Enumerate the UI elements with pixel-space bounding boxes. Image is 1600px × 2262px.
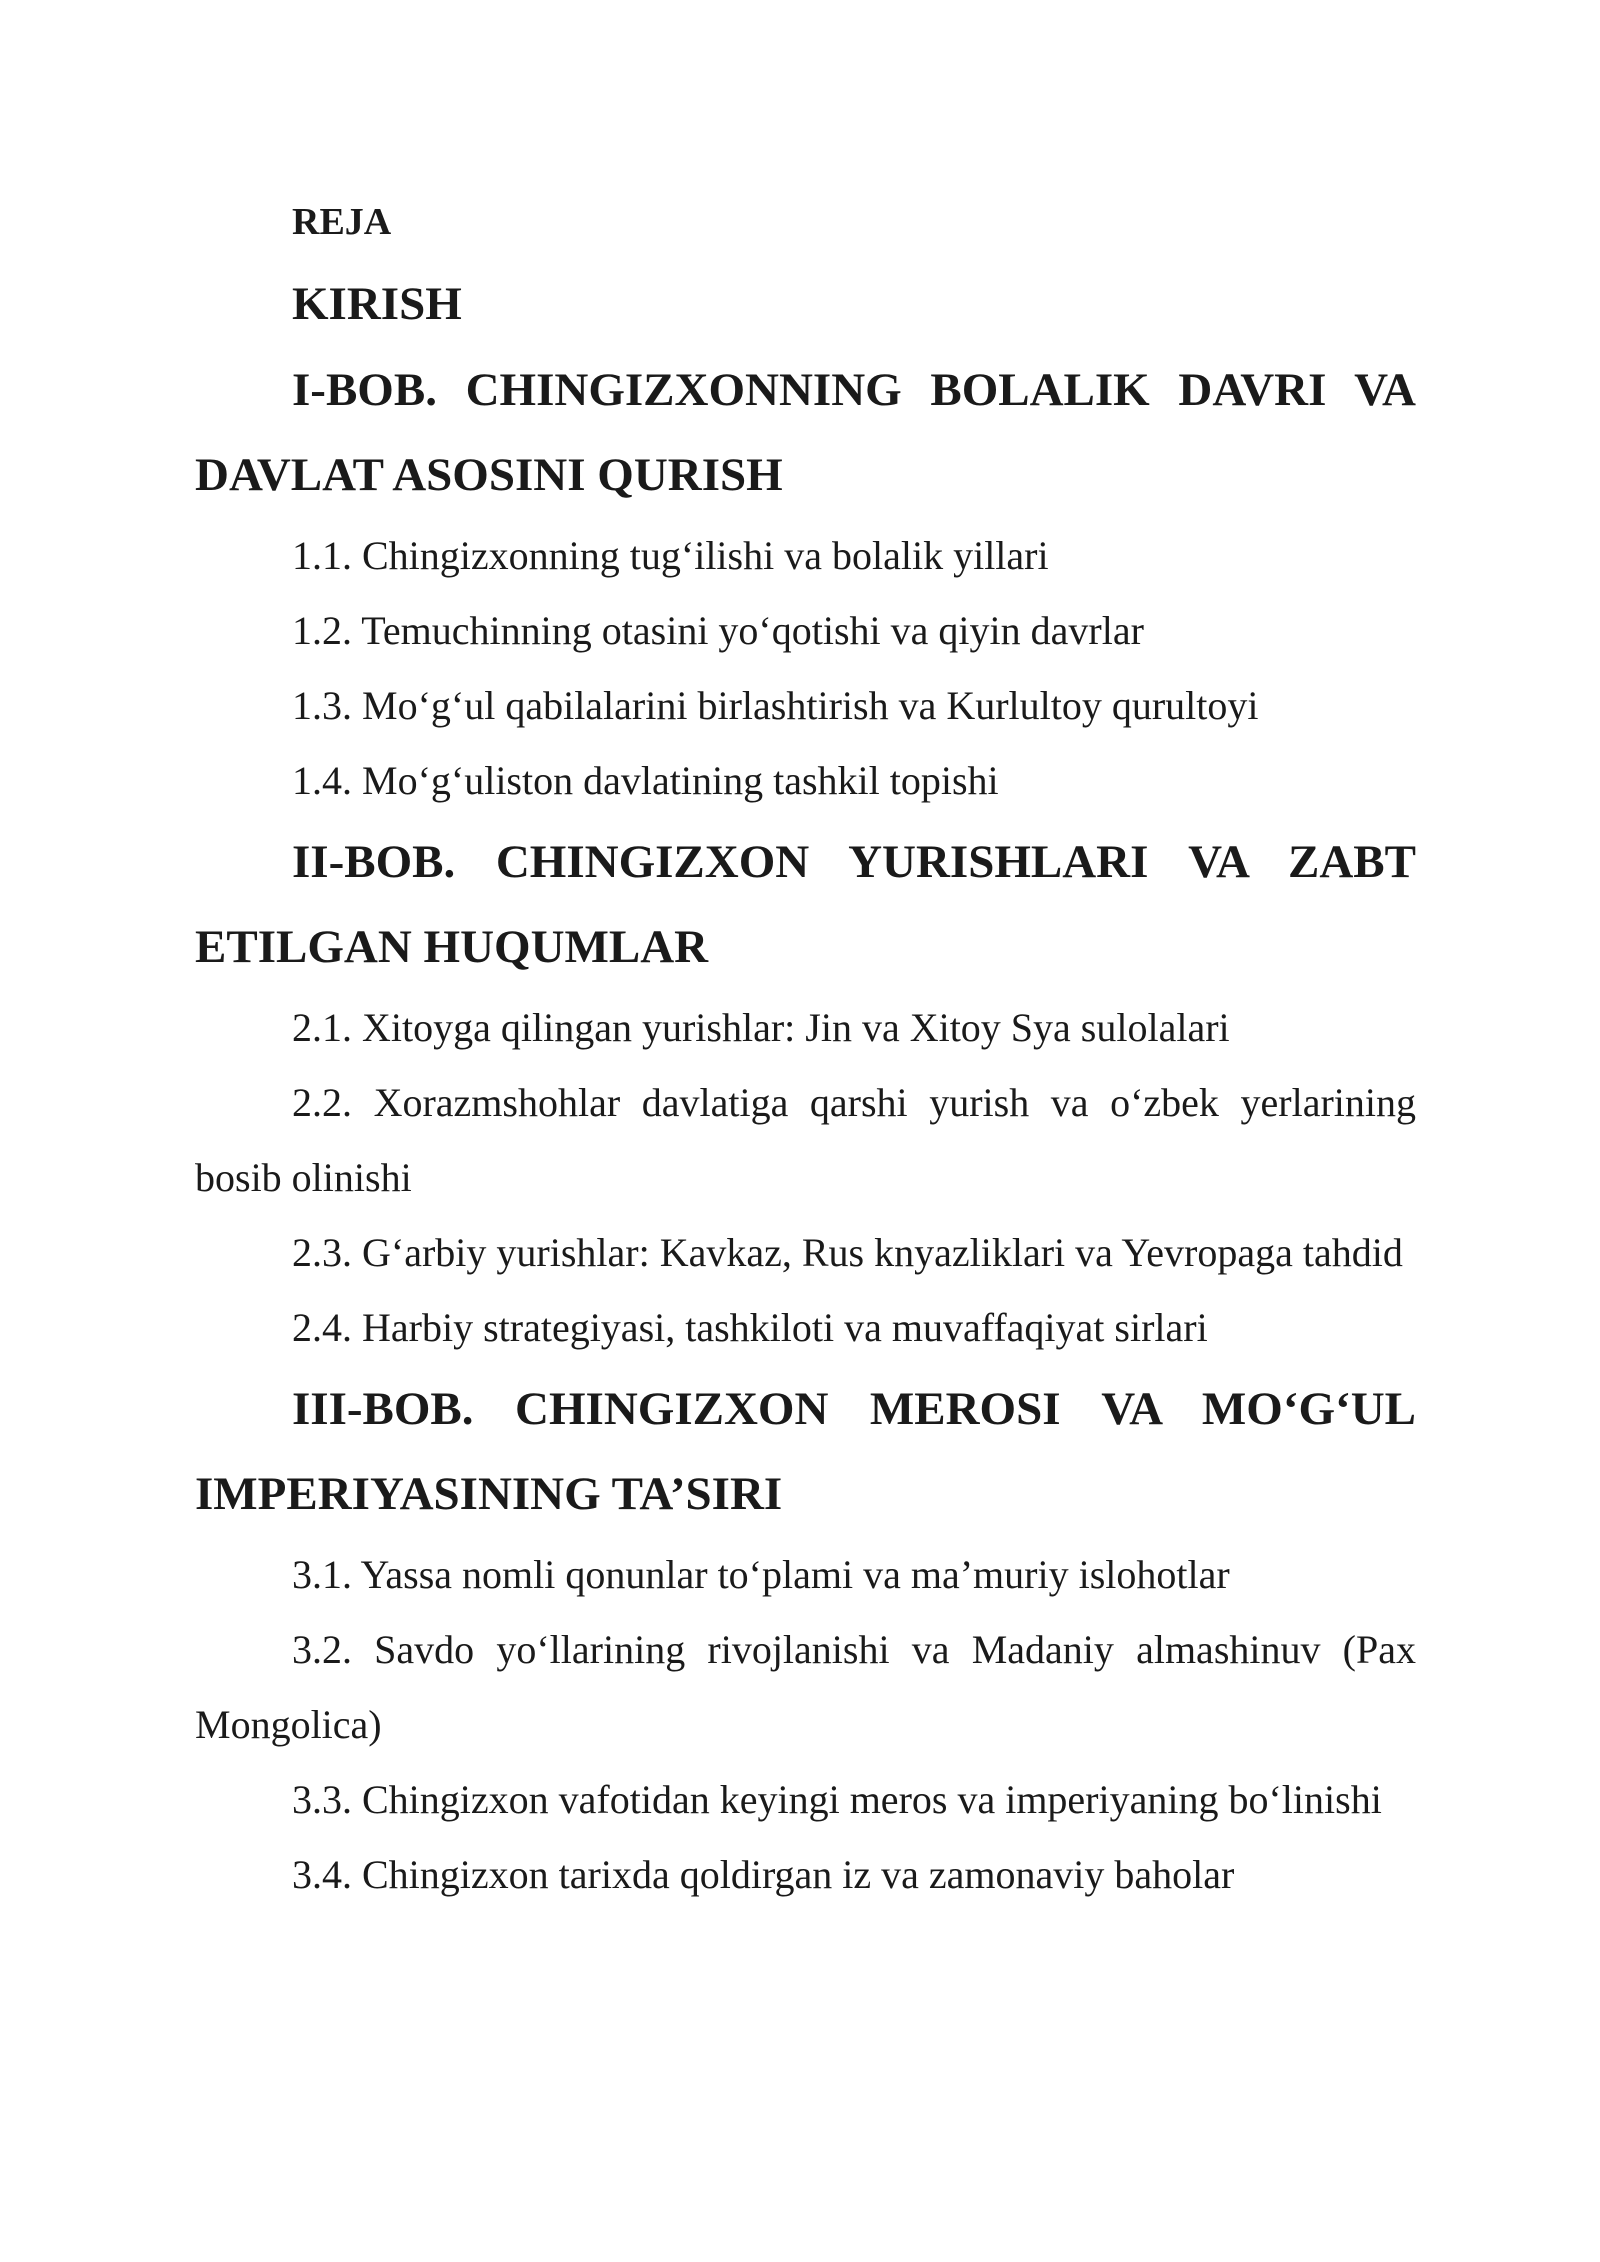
section-2-4: 2.4. Harbiy strategiyasi, tashkiloti va muvaffaqiyat sirlari xyxy=(292,1305,1208,1350)
section-1-4: 1.4. Mo‘g‘uliston davlatining tashkil topishi xyxy=(292,758,999,803)
section-1-3: 1.3. Mo‘g‘ul qabilalarini birlashtirish va Kurlultoy qurultoyi xyxy=(292,683,1259,728)
intro-heading: KIRISH xyxy=(292,278,462,330)
chapter-2-title: II-BOB. CHINGIZXON YURISHLARI VA ZABT ETILGAN HUQUMLAR xyxy=(195,836,1416,973)
section-2-1: 2.1. Xitoyga qilingan yurishlar: Jin va Xitoy Sya sulolalari xyxy=(292,1005,1230,1050)
section-3-2: 3.2. Savdo yo‘llarining rivojlanishi va Madaniy almashinuv (Pax Mongolica) xyxy=(195,1627,1416,1747)
section-1-2: 1.2. Temuchinning otasini yo‘qotishi va qiyin davrlar xyxy=(292,608,1144,653)
section-3-3: 3.3. Chingizxon vafotidan keyingi meros va imperiyaning bo‘linishi xyxy=(292,1777,1382,1822)
plan-heading: REJA xyxy=(292,201,392,243)
section-1-1: 1.1. Chingizxonning tug‘ilishi va bolalik yillari xyxy=(292,533,1049,578)
section-2-2: 2.2. Xorazmshohlar davlatiga qarshi yurish va o‘zbek yerlarining bosib olinishi xyxy=(195,1080,1416,1200)
document-page xyxy=(195,192,1416,1912)
section-3-4: 3.4. Chingizxon tarixda qoldirgan iz va zamonaviy baholar xyxy=(292,1852,1235,1897)
chapter-1-title: I-BOB. CHINGIZXONNING BOLALIK DAVRI VA DAVLAT ASOSINI QURISH xyxy=(195,364,1416,501)
section-2-3: 2.3. G‘arbiy yurishlar: Kavkaz, Rus knyazliklari va Yevropaga tahdid xyxy=(292,1230,1403,1275)
section-3-1: 3.1. Yassa nomli qonunlar to‘plami va ma’muriy islohotlar xyxy=(292,1552,1230,1597)
chapter-3-title: III-BOB. CHINGIZXON MEROSI VA MO‘G‘UL IMPERIYASINING TA’SIRI xyxy=(195,1383,1416,1520)
